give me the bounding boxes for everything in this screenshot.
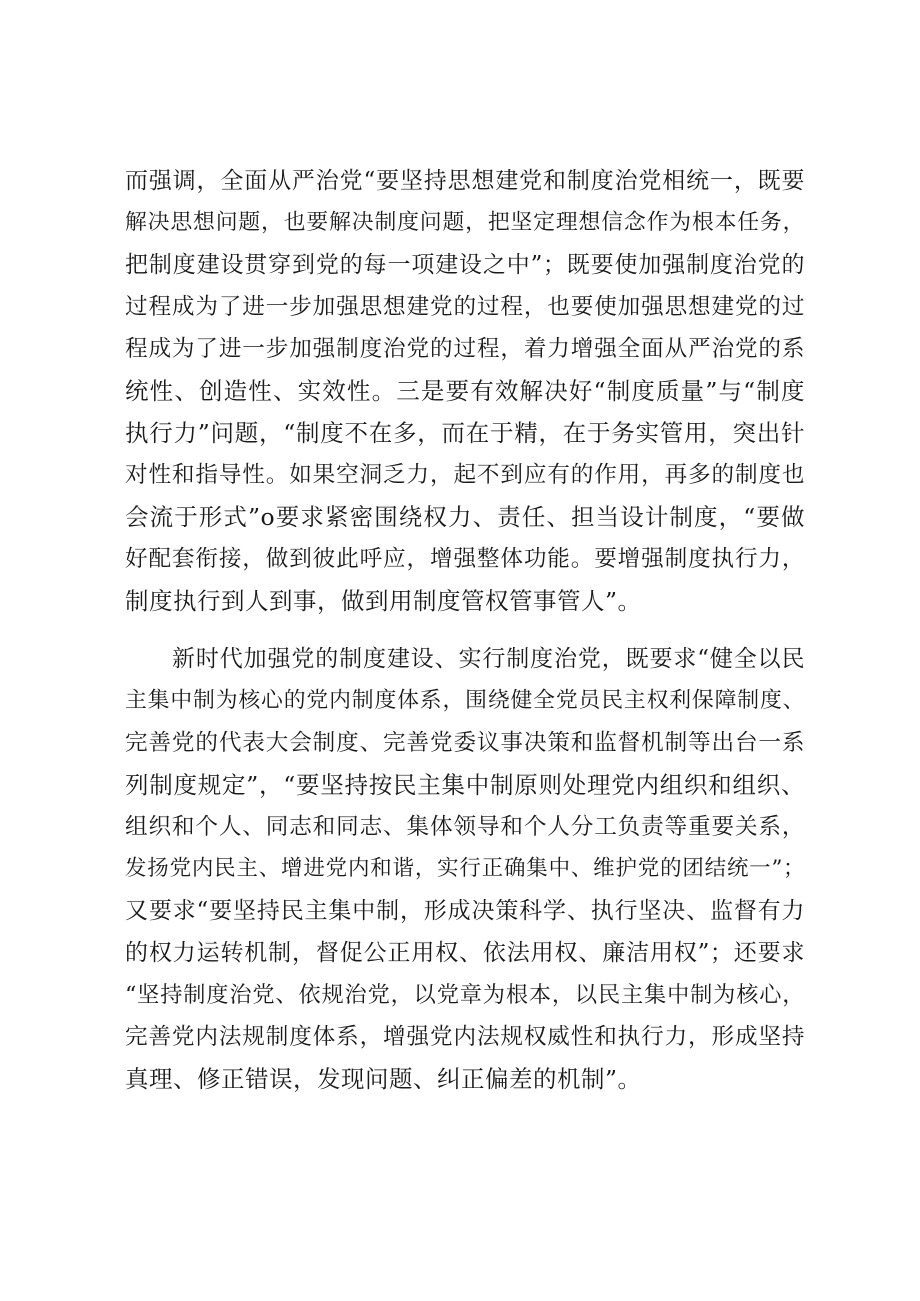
text-line: 程成为了进一步加强制度治党的过程，着力增强全面从严治党的系 bbox=[125, 336, 805, 362]
text-line: 好配套衔接，做到彼此呼应，增强整体功能。要增强制度执行力， bbox=[125, 546, 805, 572]
text-line: 主集中制为核心的党内制度体系，围绕健全党员民主权利保障制度、 bbox=[125, 688, 805, 713]
text-line: 的权力运转机制，督促公正用权、依法用权、廉洁用权”；还要求 bbox=[125, 940, 805, 966]
text-line: 发扬党内民主、增进党内和谐，实行正确集中、维护党的团结统一”； bbox=[125, 856, 805, 881]
document-body bbox=[125, 160, 805, 1100]
text-line: 完善党的代表大会制度、完善党委议事决策和监督机制等出台一系 bbox=[125, 730, 805, 756]
text-line: 而强调，全面从严治党“要坚持思想建党和制度治党相统一，既要 bbox=[125, 168, 805, 194]
paragraph-1 bbox=[125, 160, 805, 622]
text-line: 又要求“要坚持民主集中制，形成决策科学、执行坚决、监督有力 bbox=[125, 898, 805, 924]
text-line: 统性、创造性、实效性。三是要有效解决好“制度质量”与“制度 bbox=[125, 377, 805, 405]
paragraph-2 bbox=[125, 638, 805, 1100]
text-line: 把制度建设贯穿到党的每一项建设之中”；既要使加强制度治党的 bbox=[125, 252, 805, 278]
text-line: 真理、修正错误，发现问题、纠正偏差的机制”。 bbox=[125, 1065, 642, 1093]
text-line: 会流于形式”o要求紧密围绕权力、责任、担当设计制度，“要做 bbox=[125, 503, 805, 531]
text-line: 执行力”问题，“制度不在多，而在于精，在于务实管用，突出针 bbox=[125, 419, 805, 447]
text-line: 新时代加强党的制度建设、实行制度治党，既要求“健全以民 bbox=[172, 646, 805, 672]
text-line: “坚持制度治党、依规治党，以党章为根本，以民主集中制为核心， bbox=[125, 982, 805, 1008]
text-line: 制度执行到人到事，做到用制度管权管事管人”。 bbox=[125, 587, 642, 615]
paragraph-gap bbox=[125, 622, 805, 638]
text-line: 过程成为了进一步加强思想建党的过程，也要使加强思想建党的过 bbox=[125, 294, 805, 320]
text-line: 对性和指导性。如果空洞乏力，起不到应有的作用，再多的制度也 bbox=[125, 462, 805, 488]
text-line: 解决思想问题，也要解决制度问题，把坚定理想信念作为根本任务， bbox=[125, 210, 805, 235]
text-line: 组织和个人、同志和同志、集体领导和个人分工负责等重要关系， bbox=[125, 814, 805, 840]
text-line: 列制度规定”，“要坚持按民主集中制原则处理党内组织和组织、 bbox=[125, 771, 805, 799]
text-line: 完善党内法规制度体系，增强党内法规权威性和执行力，形成坚持 bbox=[125, 1024, 805, 1050]
